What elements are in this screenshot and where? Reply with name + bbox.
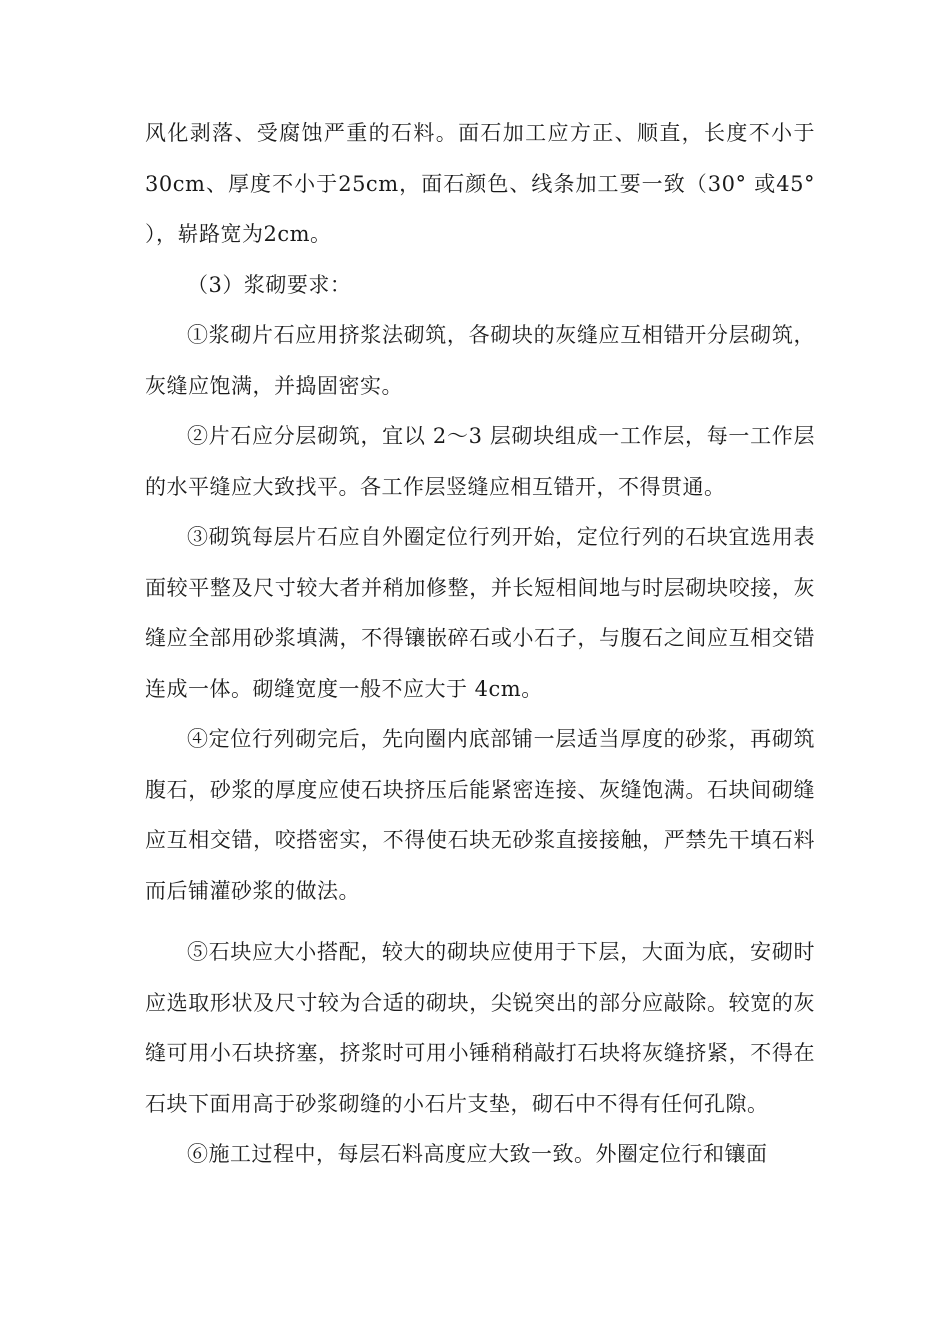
paragraph-continuation: 风化剥落、受腐蚀严重的石料。面石加工应方正、顺直，长度不小于30cm、厚度不小于25cm，面石颜色、线条加工要一致（30° 或45° ），崭路宽为2cm。 <box>145 121 815 246</box>
body-text <box>145 108 815 1180</box>
paragraph-item-3: ③砌筑每层片石应自外圈定位行列开始，定位行列的石块宜选用表面较平整及尺寸较大者并稍加修整，并长短相间地与时层砌块咬接，灰缝应全部用砂浆填满，不得镶嵌碎石或小石子，与腹石之间应互相交错连成一体。砌缝宽度一般不应大于 4cm。 <box>145 525 815 701</box>
paragraph-item-2: ②片石应分层砌筑，宜以 2～3 层砌块组成一工作层，每一工作层的水平缝应大致找平。各工作层竖缝应相互错开，不得贯通。 <box>145 424 815 499</box>
paragraph-item-5: ⑤石块应大小搭配，较大的砌块应使用于下层，大面为底，安砌时应选取形状及尺寸较为合适的砌块，尖锐突出的部分应敲除。较宽的灰缝可用小石块挤塞，挤浆时可用小锤稍稍敲打石块将灰缝挤紧，不得在石块下面用高于砂浆砌缝的小石片支垫，砌石中不得有任何孔隙。 <box>145 940 815 1116</box>
paragraph-gap <box>145 916 815 927</box>
paragraph-item-6: ⑥施工过程中，每层石料高度应大致一致。外圈定位行和镶面 <box>187 1142 768 1166</box>
paragraph-item-1: ①浆砌片石应用挤浆法砌筑，各砌块的灰缝应互相错开分层砌筑，灰缝应饱满，并捣固密实。 <box>145 323 815 398</box>
section-heading: （3）浆砌要求： <box>187 272 352 297</box>
paragraph-item-4: ④定位行列砌完后，先向圈内底部铺一层适当厚度的砂浆，再砌筑腹石，砂浆的厚度应使石块挤压后能紧密连接、灰缝饱满。石块间砌缝应互相交错，咬搭密实，不得使石块无砂浆直接接触，严禁先干填石料而后铺灌砂浆的做法。 <box>145 727 815 903</box>
